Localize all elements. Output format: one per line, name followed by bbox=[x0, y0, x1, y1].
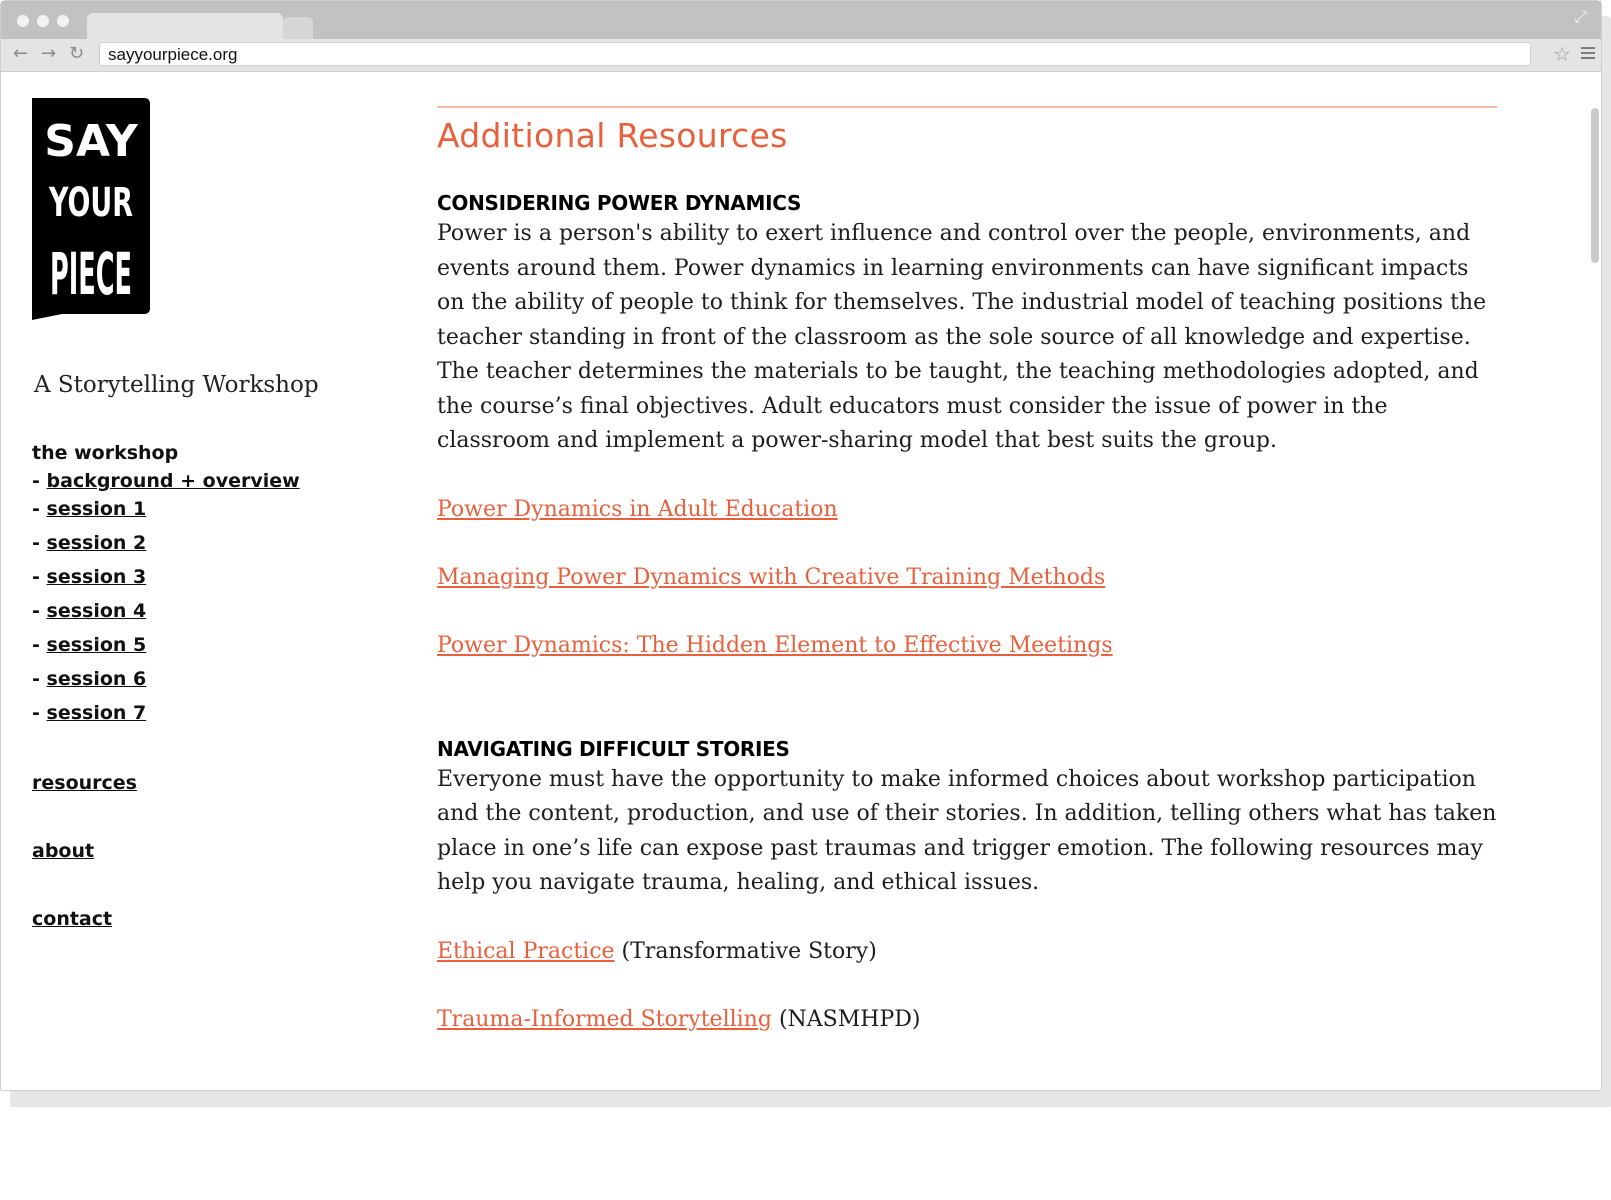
about-link[interactable]: about bbox=[32, 840, 95, 862]
forward-arrow-icon[interactable]: → bbox=[41, 43, 57, 64]
nav-dash: - bbox=[32, 702, 47, 724]
say-your-piece-logo[interactable] bbox=[32, 98, 150, 320]
contact-link[interactable]: contact bbox=[32, 908, 113, 930]
resource-line bbox=[437, 493, 1497, 527]
power-dynamics-heading: CONSIDERING POWER DYNAMICS bbox=[437, 191, 802, 215]
nav-dash: - bbox=[32, 668, 47, 690]
session-3-link[interactable]: session 3 bbox=[46, 566, 147, 588]
hidden-element-meetings-link[interactable]: Power Dynamics: The Hidden Element to Effective Meetings bbox=[437, 632, 1113, 658]
session-5-link[interactable]: session 5 bbox=[46, 634, 147, 656]
vertical-scrollbar[interactable] bbox=[1587, 72, 1601, 1090]
sidebar-item-session-5 bbox=[32, 634, 300, 668]
sidebar-item-session-4 bbox=[32, 600, 300, 634]
sidebar-item-session-2 bbox=[32, 532, 300, 566]
difficult-stories-body: Everyone must have the opportunity to make informed choices about workshop participation and the content, production, and use of their stories. In addition, telling others what has taken place in one’s life can expose past traumas and trigger emotion. The following resources may help you navigate trauma, healing, and ethical issues. bbox=[437, 766, 1497, 895]
resource-source: (NASMHPD) bbox=[778, 1006, 921, 1032]
nav-dash: - bbox=[32, 566, 47, 588]
address-bar[interactable]: sayyourpiece.org bbox=[99, 42, 1531, 66]
nav-dash: - bbox=[32, 470, 47, 492]
resource-line bbox=[437, 935, 1497, 969]
logo-text-piece: PIECE bbox=[50, 240, 132, 308]
scrollbar-thumb[interactable] bbox=[1591, 108, 1599, 263]
session-4-link[interactable]: session 4 bbox=[46, 600, 147, 622]
session-6-link[interactable]: session 6 bbox=[46, 668, 147, 690]
session-1-link[interactable]: session 1 bbox=[46, 498, 147, 520]
session-2-link[interactable]: session 2 bbox=[46, 532, 147, 554]
resource-line bbox=[437, 629, 1497, 663]
new-tab-button[interactable] bbox=[283, 17, 313, 39]
reload-icon[interactable]: ↻ bbox=[69, 43, 85, 64]
nav-dash: - bbox=[32, 634, 47, 656]
resource-source: (Transformative Story) bbox=[621, 938, 877, 964]
sidebar-item-session-6 bbox=[32, 668, 300, 702]
sidebar-item-session-7 bbox=[32, 702, 300, 736]
power-dynamics-adult-education-link[interactable]: Power Dynamics in Adult Education bbox=[437, 496, 838, 522]
workshop-heading: the workshop bbox=[32, 442, 179, 464]
sidebar-item-contact bbox=[32, 908, 300, 940]
resource-line bbox=[437, 561, 1497, 595]
fullscreen-icon[interactable]: ⤢ bbox=[1574, 9, 1587, 26]
site-tagline: A Storytelling Workshop bbox=[34, 372, 319, 398]
browser-menu-icon[interactable] bbox=[1581, 47, 1595, 62]
zoom-window-icon[interactable] bbox=[57, 15, 69, 27]
managing-power-dynamics-link[interactable]: Managing Power Dynamics with Creative Training Methods bbox=[437, 564, 1106, 590]
page-title: Additional Resources bbox=[437, 116, 788, 155]
close-window-icon[interactable] bbox=[17, 15, 29, 27]
main-content bbox=[437, 106, 1497, 1037]
background-overview-link[interactable]: background + overview bbox=[46, 470, 300, 492]
page-viewport bbox=[1, 72, 1601, 1090]
sidebar-item-resources bbox=[32, 772, 300, 804]
nav-dash: - bbox=[32, 498, 47, 520]
power-dynamics-body: Power is a person's ability to exert influence and control over the people, environments, and events around them. Power dynamics in learning environments can have significant impacts on the ability of people to think for themselves. The industrial model of teaching positions the teacher standing in front of the classroom as the sole source of all knowledge and expertise. The teacher determines the materials to be taught, the teaching methodologies adopted, and the course’s final objectives. Adult educators must consider the issue of power in the classroom and implement a power-sharing model that best suits the group. bbox=[437, 221, 1487, 453]
title-divider bbox=[437, 106, 1497, 108]
minimize-window-icon[interactable] bbox=[37, 15, 49, 27]
sidebar-item-about bbox=[32, 840, 300, 872]
bookmark-star-icon[interactable]: ☆ bbox=[1553, 42, 1571, 66]
sidebar-item-background bbox=[32, 470, 300, 498]
ethical-practice-link[interactable]: Ethical Practice bbox=[437, 938, 615, 964]
browser-tab[interactable] bbox=[87, 13, 283, 39]
logo-text-your: YOUR bbox=[48, 180, 133, 226]
resource-line bbox=[437, 1003, 1497, 1037]
trauma-informed-storytelling-link[interactable]: Trauma-Informed Storytelling bbox=[437, 1006, 772, 1032]
title-bar bbox=[1, 1, 1601, 39]
resources-link[interactable]: resources bbox=[32, 772, 137, 794]
nav-dash: - bbox=[32, 600, 47, 622]
nav-dash: - bbox=[32, 532, 47, 554]
sidebar-nav bbox=[32, 442, 300, 940]
session-7-link[interactable]: session 7 bbox=[46, 702, 147, 724]
difficult-stories-heading: NAVIGATING DIFFICULT STORIES bbox=[437, 736, 790, 761]
browser-toolbar bbox=[1, 39, 1601, 72]
sidebar-item-session-3 bbox=[32, 566, 300, 600]
logo-text-say: SAY bbox=[44, 116, 138, 167]
sidebar-item-session-1 bbox=[32, 498, 300, 532]
back-arrow-icon[interactable]: ← bbox=[13, 43, 29, 64]
